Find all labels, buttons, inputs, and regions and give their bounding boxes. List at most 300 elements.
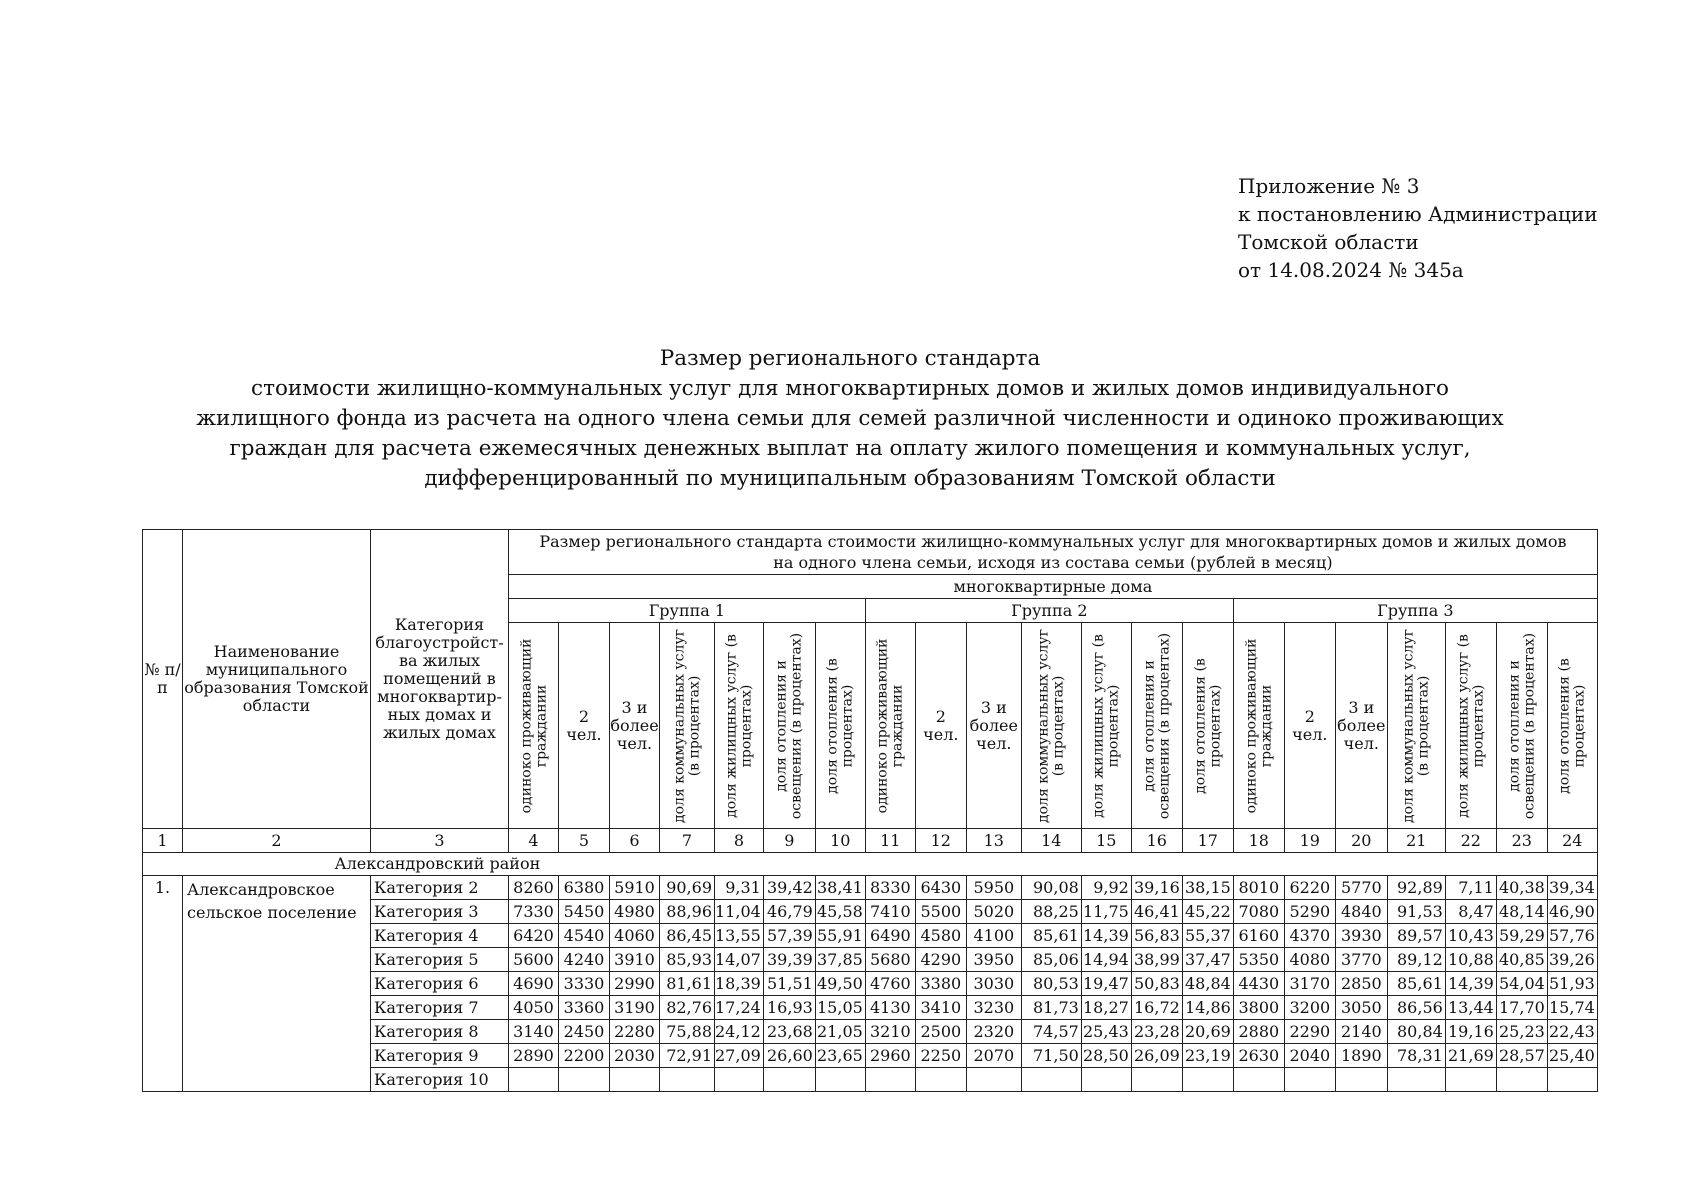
region-row-spacer [143,853,183,876]
value-cell: 3230 [966,996,1021,1020]
rotated-header-text: доля коммунальных услуг (в процентах) [1035,628,1067,823]
value-cell: 37,85 [815,948,865,972]
value-cell: 72,91 [660,1044,715,1068]
rotated-header-wrap [816,624,865,828]
column-number-17: 17 [1182,829,1233,853]
value-cell: 4050 [509,996,559,1020]
value-cell: 4370 [1284,924,1335,948]
rotated-header-wrap [509,624,558,828]
value-cell: 24,12 [715,1020,764,1044]
annex-line-1: Приложение № 3 [1238,174,1420,198]
column-number-14: 14 [1021,829,1081,853]
value-cell: 4080 [1284,948,1335,972]
column-number-3: 3 [371,829,509,853]
subheader-g2-3: 3 и более чел. [966,623,1021,829]
value-cell [763,1068,815,1092]
value-cell: 23,65 [815,1044,865,1068]
column-number-23: 23 [1496,829,1547,853]
subheader-g3-2: 2 чел. [1284,623,1335,829]
value-cell [610,1068,660,1092]
value-cell: 14,94 [1081,948,1131,972]
value-cell: 4580 [915,924,966,948]
value-cell: 4690 [509,972,559,996]
value-cell: 48,84 [1182,972,1233,996]
value-cell: 5500 [915,900,966,924]
value-cell: 9,92 [1081,876,1131,900]
value-cell: 3050 [1335,996,1387,1020]
value-cell: 4290 [915,948,966,972]
value-cell: 5910 [610,876,660,900]
value-cell: 55,91 [815,924,865,948]
value-cell: 3210 [865,1020,915,1044]
value-cell: 75,88 [660,1020,715,1044]
subheader-g3-3: 3 и более чел. [1335,623,1387,829]
value-cell: 15,05 [815,996,865,1020]
value-cell: 13,44 [1445,996,1496,1020]
value-cell: 6420 [509,924,559,948]
subheader-g3-6 [1496,623,1547,829]
rotated-header-wrap [1388,624,1445,828]
category-label: Категория 8 [371,1020,509,1044]
value-cell: 2070 [966,1044,1021,1068]
column-number-21: 21 [1387,829,1445,853]
rotated-header-text: доля отопления и освещения (в процентах) [773,632,805,819]
value-cell: 3770 [1335,948,1387,972]
value-cell: 8010 [1233,876,1284,900]
value-cell: 2450 [559,1020,610,1044]
subheader-g1-5 [715,623,764,829]
rotated-header-text: доля коммунальных услуг (в процентах) [1400,628,1432,823]
value-cell: 5350 [1233,948,1284,972]
value-cell: 1890 [1335,1044,1387,1068]
value-cell: 85,61 [1387,972,1445,996]
value-cell: 46,79 [763,900,815,924]
rotated-header-wrap [1082,624,1131,828]
value-cell: 78,31 [1387,1044,1445,1068]
value-cell: 2500 [915,1020,966,1044]
value-cell: 2630 [1233,1044,1284,1068]
category-label: Категория 6 [371,972,509,996]
subheader-g3-5 [1445,623,1496,829]
value-cell: 17,70 [1496,996,1547,1020]
category-label: Категория 4 [371,924,509,948]
subheader-g2-7 [1182,623,1233,829]
rotated-header-text: доля коммунальных услуг (в процентах) [671,628,702,823]
value-cell [715,1068,764,1092]
value-cell: 38,41 [815,876,865,900]
rotated-header-text: одиноко проживающий граждании [1243,638,1274,813]
value-cell: 2890 [509,1044,559,1068]
subheader-g2-1 [865,623,915,829]
value-cell: 5450 [559,900,610,924]
column-number-24: 24 [1547,829,1597,853]
value-cell: 4240 [559,948,610,972]
rotated-header-wrap [715,624,763,828]
value-cell: 3410 [915,996,966,1020]
value-cell: 3950 [966,948,1021,972]
value-cell [865,1068,915,1092]
value-cell [1021,1068,1081,1092]
group-header-2: Группа 2 [865,599,1233,623]
value-cell: 6490 [865,924,915,948]
column-number-19: 19 [1284,829,1335,853]
value-cell: 7,11 [1445,876,1496,900]
value-cell: 3170 [1284,972,1335,996]
value-cell [1131,1068,1182,1092]
value-cell: 27,09 [715,1044,764,1068]
value-cell: 7330 [509,900,559,924]
value-cell [559,1068,610,1092]
value-cell: 14,39 [1081,924,1131,948]
value-cell: 3800 [1233,996,1284,1020]
super-header-line-2: на одного члена семьи, исходя из состава семьи (рублей в месяц) [773,553,1333,572]
subheader-g3-7 [1547,623,1597,829]
value-cell: 2960 [865,1044,915,1068]
value-cell: 85,61 [1021,924,1081,948]
value-cell: 21,05 [815,1020,865,1044]
category-label: Категория 3 [371,900,509,924]
column-number-6: 6 [610,829,660,853]
value-cell: 89,57 [1387,924,1445,948]
subheader-g2-6 [1131,623,1182,829]
value-cell: 18,39 [715,972,764,996]
value-cell: 39,34 [1547,876,1597,900]
value-cell: 19,47 [1081,972,1131,996]
value-cell: 8260 [509,876,559,900]
subheader-g3-4 [1387,623,1445,829]
value-cell: 5600 [509,948,559,972]
region-label [183,853,1598,876]
value-cell: 85,06 [1021,948,1081,972]
title-line-1: Размер регионального стандарта [659,346,1041,371]
value-cell: 16,72 [1131,996,1182,1020]
value-cell: 23,19 [1182,1044,1233,1068]
value-cell: 4840 [1335,900,1387,924]
value-cell [1547,1068,1597,1092]
value-cell: 81,61 [660,972,715,996]
value-cell: 5020 [966,900,1021,924]
value-cell: 54,04 [1496,972,1547,996]
document-title [180,344,1520,494]
value-cell: 2290 [1284,1020,1335,1044]
header-municipality: Наименование муниципального образования Томской области [183,530,371,829]
value-cell: 2250 [915,1044,966,1068]
value-cell: 7410 [865,900,915,924]
row-number: 1. [143,876,183,1092]
value-cell: 6380 [559,876,610,900]
value-cell: 14,39 [1445,972,1496,996]
rotated-header-wrap [1022,624,1081,828]
value-cell: 51,51 [763,972,815,996]
value-cell: 18,27 [1081,996,1131,1020]
value-cell: 39,16 [1131,876,1182,900]
value-cell: 13,55 [715,924,764,948]
value-cell: 90,69 [660,876,715,900]
value-cell: 90,08 [1021,876,1081,900]
value-cell: 25,43 [1081,1020,1131,1044]
value-cell: 4540 [559,924,610,948]
subheader-g2-4 [1021,623,1081,829]
value-cell: 40,38 [1496,876,1547,900]
value-cell: 19,16 [1445,1020,1496,1044]
column-number-12: 12 [915,829,966,853]
value-cell: 8330 [865,876,915,900]
column-number-11: 11 [865,829,915,853]
rotated-header-wrap [764,624,815,828]
column-number-9: 9 [763,829,815,853]
value-cell: 37,47 [1182,948,1233,972]
value-cell: 91,53 [1387,900,1445,924]
value-cell: 40,85 [1496,948,1547,972]
rotated-header-text: доля жилищных услуг (в процентах) [1090,633,1122,818]
value-cell: 16,93 [763,996,815,1020]
building-type-header: многоквартирные дома [509,575,1598,599]
value-cell: 57,76 [1547,924,1597,948]
column-number-2: 2 [183,829,371,853]
column-number-22: 22 [1445,829,1496,853]
value-cell: 88,25 [1021,900,1081,924]
category-label: Категория 7 [371,996,509,1020]
value-cell: 28,50 [1081,1044,1131,1068]
value-cell: 39,26 [1547,948,1597,972]
annex-line-2: к постановлению Администрации [1238,202,1598,226]
value-cell [915,1068,966,1092]
value-cell: 51,93 [1547,972,1597,996]
annex-line-4: от 14.08.2024 № 345а [1238,258,1464,282]
value-cell: 23,68 [763,1020,815,1044]
value-cell: 21,69 [1445,1044,1496,1068]
column-number-15: 15 [1081,829,1131,853]
rotated-header-wrap [1497,624,1547,828]
value-cell: 3930 [1335,924,1387,948]
value-cell: 2880 [1233,1020,1284,1044]
region-name: Александровский район [334,854,541,873]
value-cell: 6220 [1284,876,1335,900]
value-cell [1387,1068,1445,1092]
category-label: Категория 10 [371,1068,509,1092]
column-number-16: 16 [1131,829,1182,853]
value-cell: 86,45 [660,924,715,948]
category-label: Категория 2 [371,876,509,900]
rotated-header-text: одиноко проживающий граждании [874,638,906,813]
standards-table [142,529,1598,1092]
value-cell: 17,24 [715,996,764,1020]
group-header-3: Группа 3 [1233,599,1597,623]
super-header-line-1: Размер регионального стандарта стоимости жилищно-коммунальных услуг для многоквартирных домов и жилых домов [539,532,1567,551]
rotated-header-wrap [1132,624,1182,828]
rotated-header-wrap [1446,624,1496,828]
value-cell: 2140 [1335,1020,1387,1044]
value-cell: 6430 [915,876,966,900]
value-cell: 23,28 [1131,1020,1182,1044]
value-cell [1284,1068,1335,1092]
rotated-header-text: доля отопления (в процентах) [824,657,856,794]
subheader-g1-3: 3 и более чел. [610,623,660,829]
value-cell: 3140 [509,1020,559,1044]
value-cell: 4060 [610,924,660,948]
value-cell: 10,43 [1445,924,1496,948]
group-header-1: Группа 1 [509,599,866,623]
value-cell: 89,12 [1387,948,1445,972]
subheader-g1-1 [509,623,559,829]
value-cell: 3200 [1284,996,1335,1020]
rotated-header-text: доля отопления и освещения (в процентах) [1141,632,1172,819]
value-cell: 2850 [1335,972,1387,996]
header-category: Категория благоустройст-ва жилых помещений в многоквартир-ных домах и жилых домах [371,530,509,829]
rotated-header-text: доля жилищных услуг (в процентах) [723,633,754,818]
rotated-header-wrap [1234,624,1284,828]
value-cell [815,1068,865,1092]
value-cell: 74,57 [1021,1020,1081,1044]
subheader-g2-5 [1081,623,1131,829]
rotated-header-text: одиноко проживающий граждании [518,638,549,813]
value-cell: 4130 [865,996,915,1020]
column-number-18: 18 [1233,829,1284,853]
value-cell: 25,40 [1547,1044,1597,1068]
subheader-g1-6 [763,623,815,829]
title-line-5: дифференцированный по муниципальным образованиям Томской области [424,466,1276,491]
annex-block [1238,172,1598,284]
value-cell: 59,29 [1496,924,1547,948]
value-cell: 46,90 [1547,900,1597,924]
rotated-header-wrap [660,624,714,828]
value-cell: 3360 [559,996,610,1020]
value-cell: 80,84 [1387,1020,1445,1044]
value-cell: 45,22 [1182,900,1233,924]
value-cell [1496,1068,1547,1092]
table-row [143,876,1598,900]
column-number-10: 10 [815,829,865,853]
value-cell: 85,93 [660,948,715,972]
value-cell: 86,56 [1387,996,1445,1020]
value-cell: 11,04 [715,900,764,924]
value-cell: 25,23 [1496,1020,1547,1044]
value-cell: 57,39 [763,924,815,948]
value-cell [1335,1068,1387,1092]
column-number-4: 4 [509,829,559,853]
value-cell: 4100 [966,924,1021,948]
value-cell: 3030 [966,972,1021,996]
rotated-header-text: доля жилищных услуг (в процентах) [1455,633,1486,818]
value-cell: 28,57 [1496,1044,1547,1068]
value-cell: 8,47 [1445,900,1496,924]
value-cell: 3910 [610,948,660,972]
value-cell [1445,1068,1496,1092]
rotated-header-wrap [1183,624,1233,828]
rotated-header-text: доля отопления (в процентах) [1192,657,1223,794]
subheader-g1-2: 2 чел. [559,623,610,829]
rotated-header-text: доля отопления (в процентах) [1556,657,1588,794]
value-cell: 14,86 [1182,996,1233,1020]
value-cell: 3330 [559,972,610,996]
value-cell: 5680 [865,948,915,972]
value-cell [1233,1068,1284,1092]
value-cell: 39,42 [763,876,815,900]
value-cell: 46,41 [1131,900,1182,924]
annex-line-3: Томской области [1238,230,1419,254]
value-cell: 2200 [559,1044,610,1068]
value-cell: 5290 [1284,900,1335,924]
column-number-20: 20 [1335,829,1387,853]
column-number-8: 8 [715,829,764,853]
value-cell: 22,43 [1547,1020,1597,1044]
title-line-3: жилищного фонда из расчета на одного члена семьи для семей различной численности и одиноко проживающих [196,406,1504,431]
rotated-header-text: доля отопления и освещения (в процентах) [1506,632,1537,819]
rotated-header-wrap [1548,624,1597,828]
value-cell: 10,88 [1445,948,1496,972]
value-cell: 4430 [1233,972,1284,996]
value-cell: 26,60 [763,1044,815,1068]
value-cell: 3380 [915,972,966,996]
column-number-7: 7 [660,829,715,853]
value-cell [966,1068,1021,1092]
value-cell: 38,15 [1182,876,1233,900]
title-line-4: граждан для расчета ежемесячных денежных выплат на оплату жилого помещения и коммунальных услуг, [229,436,1471,461]
value-cell: 7080 [1233,900,1284,924]
super-header [509,530,1598,575]
value-cell: 55,37 [1182,924,1233,948]
value-cell: 6160 [1233,924,1284,948]
value-cell: 50,83 [1131,972,1182,996]
category-label: Категория 5 [371,948,509,972]
header-number: № п/п [143,530,183,829]
value-cell [1081,1068,1131,1092]
value-cell: 48,14 [1496,900,1547,924]
column-number-13: 13 [966,829,1021,853]
value-cell: 39,39 [763,948,815,972]
value-cell: 88,96 [660,900,715,924]
value-cell: 38,99 [1131,948,1182,972]
column-number-5: 5 [559,829,610,853]
value-cell: 80,53 [1021,972,1081,996]
value-cell: 5950 [966,876,1021,900]
title-line-2: стоимости жилищно-коммунальных услуг для многоквартирных домов и жилых домов индивидуального [251,376,1449,401]
value-cell: 20,69 [1182,1020,1233,1044]
municipality-name: Александровское сельское поселение [183,876,371,1092]
value-cell: 3190 [610,996,660,1020]
value-cell: 2320 [966,1020,1021,1044]
subheader-g1-4 [660,623,715,829]
value-cell [509,1068,559,1092]
category-label: Категория 9 [371,1044,509,1068]
value-cell: 2990 [610,972,660,996]
value-cell: 4760 [865,972,915,996]
value-cell: 45,58 [815,900,865,924]
value-cell: 81,73 [1021,996,1081,1020]
value-cell: 9,31 [715,876,764,900]
subheader-g3-1 [1233,623,1284,829]
subheader-g1-7 [815,623,865,829]
value-cell: 11,75 [1081,900,1131,924]
value-cell: 2040 [1284,1044,1335,1068]
rotated-header-wrap [866,624,915,828]
value-cell: 71,50 [1021,1044,1081,1068]
value-cell: 15,74 [1547,996,1597,1020]
value-cell: 2030 [610,1044,660,1068]
value-cell: 82,76 [660,996,715,1020]
value-cell: 4980 [610,900,660,924]
subheader-g2-2: 2 чел. [915,623,966,829]
value-cell: 5770 [1335,876,1387,900]
value-cell: 49,50 [815,972,865,996]
value-cell: 14,07 [715,948,764,972]
value-cell: 2280 [610,1020,660,1044]
value-cell [1182,1068,1233,1092]
value-cell: 26,09 [1131,1044,1182,1068]
value-cell [660,1068,715,1092]
value-cell: 56,83 [1131,924,1182,948]
value-cell: 92,89 [1387,876,1445,900]
